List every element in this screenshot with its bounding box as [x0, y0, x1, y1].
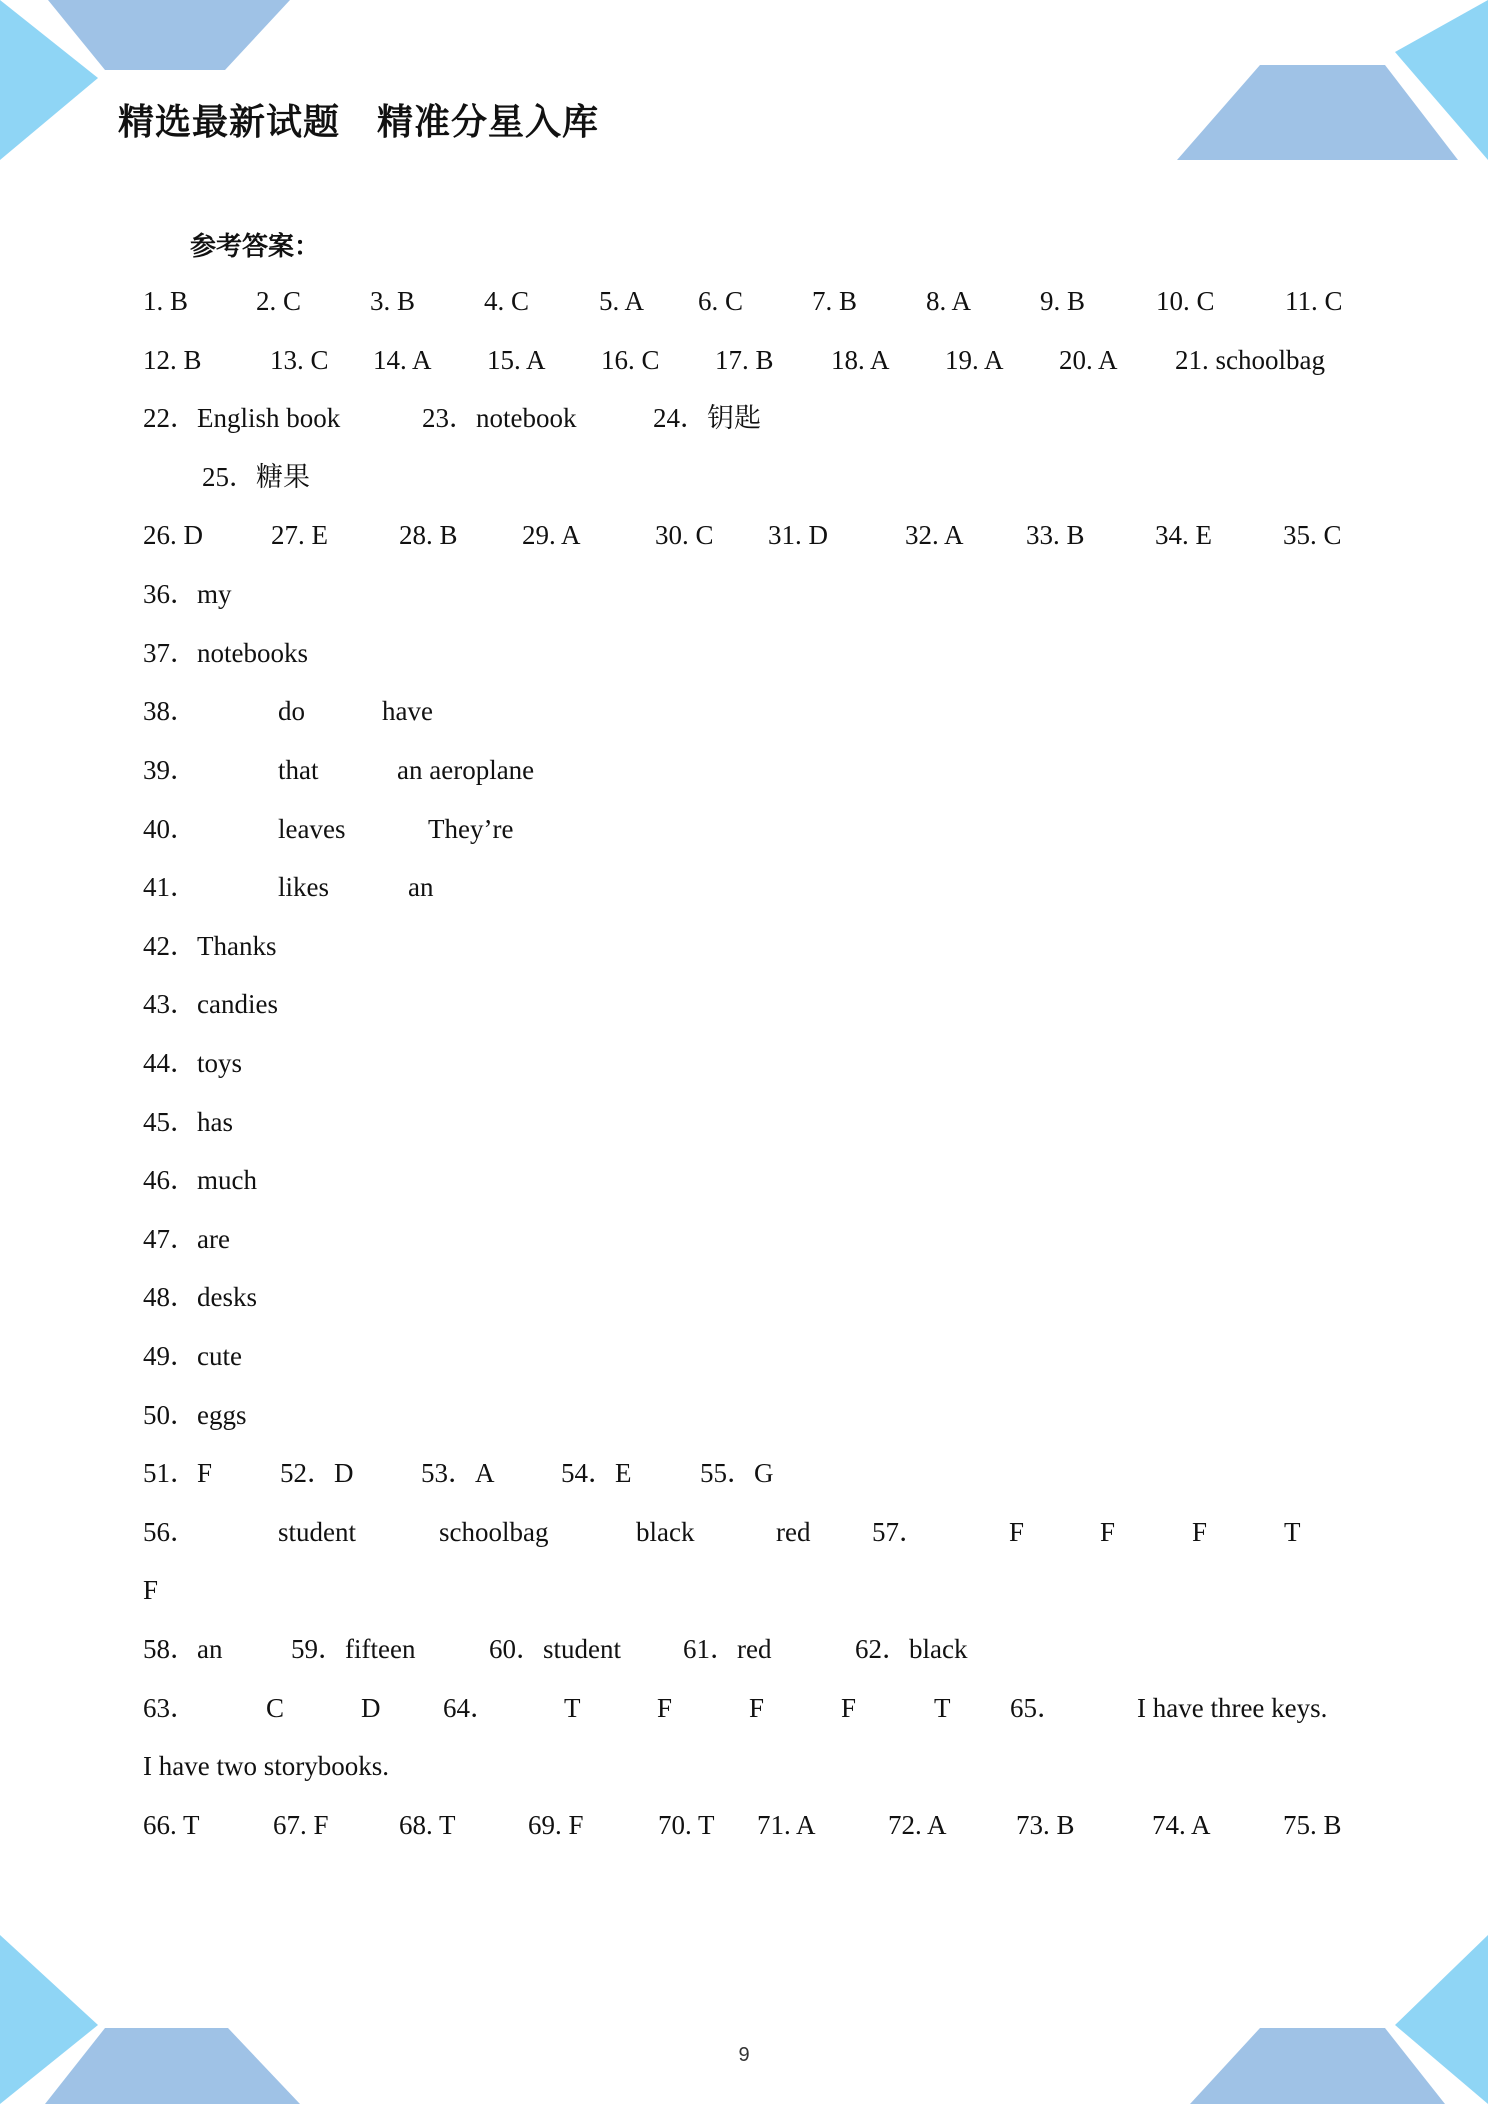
answer-line — [143, 1395, 1353, 1435]
answer-line — [143, 926, 1353, 966]
answer-item: 33. B — [1026, 520, 1085, 550]
answer-item: 46．much — [143, 1165, 257, 1195]
answer-line — [143, 1219, 1353, 1259]
answer-item: an aeroplane — [397, 755, 535, 785]
answer-item: 43．candies — [143, 989, 278, 1019]
answer-item: 29. A — [522, 520, 581, 550]
answer-item: 32. A — [905, 520, 964, 550]
answer-line — [143, 1336, 1353, 1376]
answer-item: D — [361, 1693, 381, 1723]
answer-line — [143, 1746, 1353, 1786]
answer-item: 68. T — [399, 1810, 456, 1840]
answer-item: 40． — [143, 814, 197, 844]
answer-item: 52．D — [280, 1458, 354, 1488]
answer-item: T — [1284, 1517, 1301, 1547]
answer-line — [143, 1629, 1353, 1669]
answer-item: 69. F — [528, 1810, 584, 1840]
answer-item: I have two storybooks. — [143, 1751, 389, 1781]
answer-line — [143, 1160, 1353, 1200]
answer-item: 20. A — [1059, 345, 1118, 375]
answer-line — [143, 1805, 1353, 1845]
answer-item: F — [1100, 1517, 1116, 1547]
answer-item: 18. A — [831, 345, 890, 375]
answer-item: 5. A — [599, 286, 645, 316]
answer-line — [143, 1043, 1353, 1083]
answer-item: 58．an — [143, 1634, 223, 1664]
answer-line — [143, 633, 1353, 673]
answer-item: 47．are — [143, 1224, 230, 1254]
answer-line — [143, 281, 1353, 321]
answer-item: 38． — [143, 696, 197, 726]
answer-item: 53．A — [421, 1458, 495, 1488]
answer-item: 49．cute — [143, 1341, 242, 1371]
answer-line — [143, 398, 1353, 438]
answer-item: F — [841, 1693, 857, 1723]
answer-item: 27. E — [271, 520, 328, 550]
answer-item: 60．student — [489, 1634, 621, 1664]
answer-item: 39． — [143, 755, 197, 785]
answer-item: 66. T — [143, 1810, 200, 1840]
answer-item: 37．notebooks — [143, 638, 308, 668]
answer-line — [143, 1512, 1353, 1552]
answer-item: 63． — [143, 1693, 197, 1723]
answer-item: 31. D — [768, 520, 828, 550]
answer-item: 11. C — [1285, 286, 1343, 316]
answer-item: 50．eggs — [143, 1400, 247, 1430]
answer-item: black — [636, 1517, 695, 1547]
answer-item: student — [278, 1517, 356, 1547]
answer-item: 15. A — [487, 345, 546, 375]
answer-item: F — [143, 1575, 159, 1605]
answer-item: 64． — [443, 1693, 497, 1723]
header-title: 精选最新试题 精准分星入库 — [118, 102, 600, 143]
answer-line — [143, 809, 1353, 849]
answer-item: 25．糖果 — [202, 462, 310, 492]
answer-item: 71. A — [757, 1810, 816, 1840]
answer-item: 57． — [872, 1517, 926, 1547]
corner-band-top-left — [48, 0, 290, 70]
answer-line — [143, 340, 1353, 380]
answer-line — [143, 867, 1353, 907]
answer-item: 7. B — [812, 286, 858, 316]
corner-trapezoid-top-right — [1177, 65, 1458, 160]
answer-line — [143, 750, 1353, 790]
answer-item: 67. F — [273, 1810, 329, 1840]
answer-line — [143, 515, 1353, 555]
answer-item: 24．钥匙 — [653, 403, 761, 433]
answer-item: leaves — [278, 814, 346, 844]
answer-item: 19. A — [945, 345, 1004, 375]
answer-item: 12. B — [143, 345, 202, 375]
answer-item: 3. B — [370, 286, 416, 316]
answer-item: 36．my — [143, 579, 232, 609]
answer-item: 17. B — [715, 345, 774, 375]
answer-item: 44．toys — [143, 1048, 243, 1078]
answer-item: 73. B — [1016, 1810, 1075, 1840]
answer-item: 22．English book — [143, 403, 341, 433]
answer-item: 65． — [1010, 1693, 1064, 1723]
answer-item: F — [749, 1693, 765, 1723]
answer-item: F — [657, 1693, 673, 1723]
answer-item: T — [934, 1693, 951, 1723]
answer-item: 48．desks — [143, 1282, 257, 1312]
answer-item: 10. C — [1156, 286, 1215, 316]
answer-item: 35. C — [1283, 520, 1342, 550]
answer-item: 16. C — [601, 345, 660, 375]
answer-item: 42．Thanks — [143, 931, 277, 961]
answer-item: have — [382, 696, 433, 726]
answer-item: 28. B — [399, 520, 458, 550]
answer-item: 70. T — [658, 1810, 715, 1840]
answer-line — [143, 457, 1353, 497]
answer-item: T — [564, 1693, 581, 1723]
answer-item: 41． — [143, 872, 197, 902]
answer-item: an — [408, 872, 434, 902]
answer-item: 2. C — [256, 286, 302, 316]
answer-line — [143, 1570, 1353, 1610]
answer-line — [143, 984, 1353, 1024]
answer-line — [143, 691, 1353, 731]
answer-item: 61．red — [683, 1634, 772, 1664]
answer-item: 1. B — [143, 286, 189, 316]
answer-line — [143, 1277, 1353, 1317]
answer-item: F — [1009, 1517, 1025, 1547]
answer-item: likes — [278, 872, 329, 902]
answer-key-label: 参考答案： — [190, 232, 321, 262]
answer-line — [143, 1102, 1353, 1142]
answer-item: 51．F — [143, 1458, 213, 1488]
answer-item: 9. B — [1040, 286, 1086, 316]
answer-item: 30. C — [655, 520, 714, 550]
answer-item: They’re — [428, 814, 514, 844]
answer-item: 72. A — [888, 1810, 947, 1840]
answer-item: 13. C — [270, 345, 329, 375]
answer-item: 14. A — [373, 345, 432, 375]
answer-item: 34. E — [1155, 520, 1212, 550]
answer-item: C — [266, 1693, 285, 1723]
answer-item: 21. schoolbag — [1175, 345, 1325, 375]
answer-item: 8. A — [926, 286, 972, 316]
answer-item: do — [278, 696, 305, 726]
answer-item: 55．G — [700, 1458, 774, 1488]
answer-item: I have three keys. — [1137, 1693, 1328, 1723]
answer-item: 26. D — [143, 520, 203, 550]
answer-line — [143, 574, 1353, 614]
answer-item: schoolbag — [439, 1517, 549, 1547]
answer-item: 59．fifteen — [291, 1634, 416, 1664]
answer-item: 75. B — [1283, 1810, 1342, 1840]
answer-item: 23．notebook — [422, 403, 577, 433]
answer-line — [143, 1453, 1353, 1493]
answer-item: F — [1192, 1517, 1208, 1547]
answer-item: that — [278, 755, 319, 785]
answer-item: 56． — [143, 1517, 197, 1547]
answer-item: 54．E — [561, 1458, 632, 1488]
answer-item: red — [776, 1517, 811, 1547]
answer-item: 45．has — [143, 1107, 233, 1137]
page-number: 9 — [738, 2044, 750, 2066]
answer-item: 6. C — [698, 286, 744, 316]
answer-item: 74. A — [1152, 1810, 1211, 1840]
answer-item: 62．black — [855, 1634, 968, 1664]
answer-line — [143, 1688, 1353, 1728]
answer-item: 4. C — [484, 286, 530, 316]
